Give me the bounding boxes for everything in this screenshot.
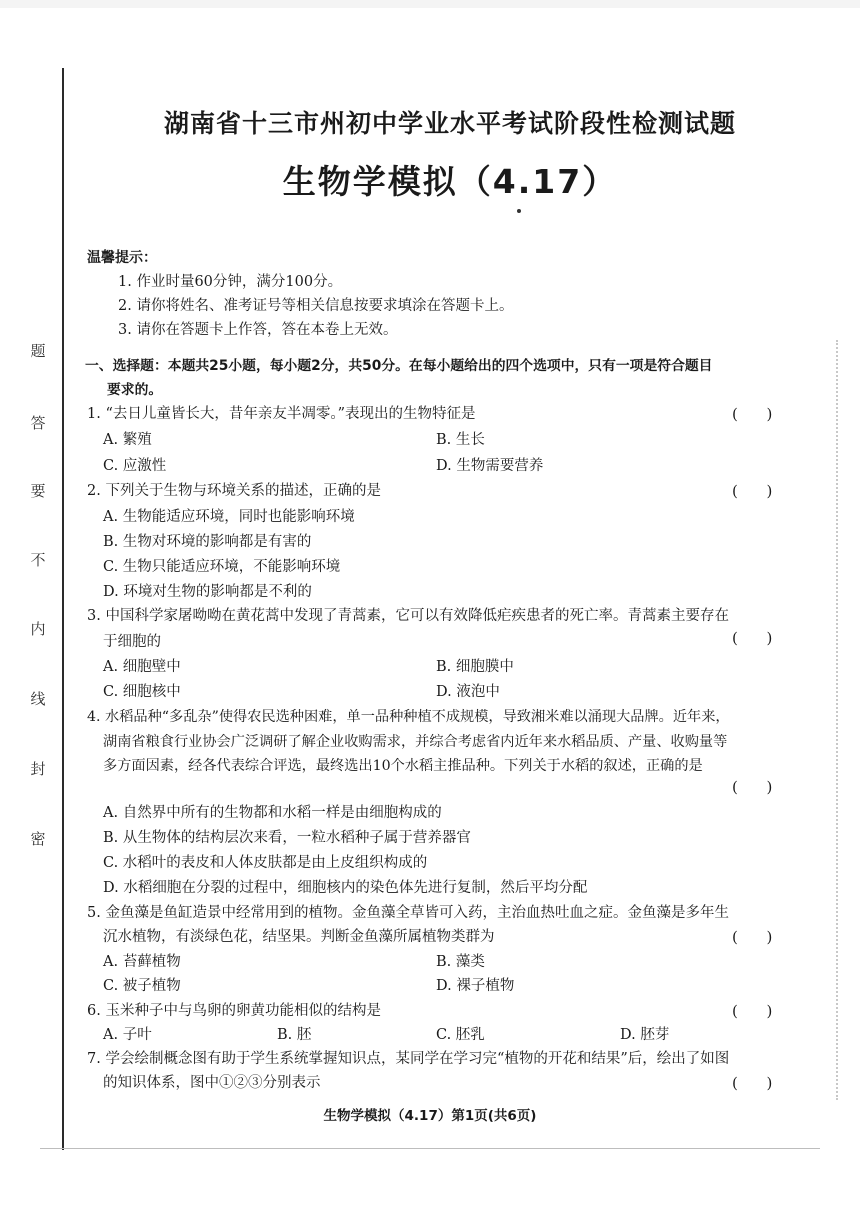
answer-paren-5: ( ) [732,928,773,946]
q5-option-c: C. 被子植物 [103,978,181,994]
right-edge-dots [836,340,838,1100]
exam-subtitle: 生物学模拟（4.17） [282,162,618,201]
q3-option-a: A. 细胞壁中 [103,659,181,675]
question-2-stem: 2. 下列关于生物与环境关系的描述，正确的是 [87,483,381,499]
seal-line-char: 密 [30,830,46,848]
tip-item: 2. 请你将姓名、准考证号等相关信息按要求填涂在答题卡上。 [118,298,514,314]
seal-line-char: 不 [30,551,46,569]
answer-paren-2: ( ) [732,482,773,500]
q3-option-b: B. 细胞膜中 [436,659,514,675]
q2-option-d: D. 环境对生物的影响都是不利的 [103,584,312,600]
scan-speck [517,209,521,213]
page-bottom-rule [40,1148,820,1149]
seal-line-char: 要 [30,482,46,500]
q5-option-d: D. 裸子植物 [436,978,515,994]
q3-option-d: D. 液泡中 [436,684,500,700]
q3-option-c: C. 细胞核中 [103,684,181,700]
exam-title: 湖南省十三市州初中学业水平考试阶段性检测试题 [163,109,736,138]
seal-line-char: 内 [30,620,46,638]
answer-paren-4: ( ) [732,778,773,796]
q1-option-c: C. 应激性 [103,458,167,474]
question-1-stem: 1. “去日儿童皆长大，昔年亲友半凋零。”表现出的生物特征是 [87,406,476,422]
question-6-stem: 6. 玉米种子中与鸟卵的卵黄功能相似的结构是 [87,1003,381,1019]
question-4-stem-line3: 多方面因素，经各代表综合评选，最终选出10个水稻主推品种。下列关于水稻的叙述，正确的是 [103,758,703,774]
q6-option-b: B. 胚 [277,1027,312,1043]
seal-line-char: 答 [30,414,46,432]
section-heading-line2: 要求的。 [107,382,163,398]
q1-option-b: B. 生长 [436,432,485,448]
question-3-stem-line2: 于细胞的 [103,634,161,650]
q5-option-b: B. 藻类 [436,954,485,970]
seal-line-char: 题 [30,342,46,360]
question-5-stem-line1: 5. 金鱼藻是鱼缸造景中经常用到的植物。金鱼藻全草皆可入药，主治血热吐血之症。金鱼藻是多年生 [87,905,729,921]
question-7-stem-line1: 7. 学会绘制概念图有助于学生系统掌握知识点，某同学在学习完“植物的开花和结果”后，绘出了如图 [87,1051,730,1067]
q2-option-a: A. 生物能适应环境，同时也能影响环境 [103,509,355,525]
answer-paren-3: ( ) [732,629,773,647]
binding-margin-rule [62,68,64,1150]
q1-option-d: D. 生物需要营养 [436,458,544,474]
seal-line-char: 封 [30,760,46,778]
tip-item: 1. 作业时量60分钟，满分100分。 [118,274,343,290]
answer-paren-7: ( ) [732,1074,773,1092]
question-4-stem-line2: 湖南省粮食行业协会广泛调研了解企业收购需求，并综合考虑省内近年来水稻品质、产量、收购量等 [103,734,728,750]
question-4-stem-line1: 4. 水稻品种“多乱杂”使得农民选种困难，单一品种种植不成规模，导致湘米难以涌现大品牌。近年来， [87,709,730,725]
q4-option-c: C. 水稻叶的表皮和人体皮肤都是由上皮组织构成的 [103,855,428,871]
seal-line-char: 线 [30,690,46,708]
q2-option-b: B. 生物对环境的影响都是有害的 [103,534,312,550]
question-7-stem-line2: 的知识体系，图中①②③分别表示 [103,1075,321,1091]
tips-heading: 温馨提示： [87,250,157,266]
page-footer: 生物学模拟（4.17）第1页(共6页) [323,1108,537,1124]
q2-option-c: C. 生物只能适应环境，不能影响环境 [103,559,341,575]
q6-option-c: C. 胚乳 [436,1027,485,1043]
page-top-edge [0,0,860,8]
q4-option-d: D. 水稻细胞在分裂的过程中，细胞核内的染色体先进行复制，然后平均分配 [103,880,588,896]
q6-option-a: A. 子叶 [103,1027,152,1043]
question-5-stem-line2: 沉水植物，有淡绿色花，结坚果。判断金鱼藻所属植物类群为 [103,929,495,945]
tip-item: 3. 请你在答题卡上作答，答在本卷上无效。 [118,322,398,338]
section-heading-line1: 一、选择题：本题共25小题，每小题2分，共50分。在每小题给出的四个选项中，只有一项是符合题目 [85,358,713,374]
q1-option-a: A. 繁殖 [103,432,152,448]
q6-option-d: D. 胚芽 [620,1027,670,1043]
answer-paren-1: ( ) [732,405,773,423]
question-3-stem-line1: 3. 中国科学家屠呦呦在黄花蒿中发现了青蒿素，它可以有效降低疟疾患者的死亡率。青蒿素主要存在 [87,608,729,624]
answer-paren-6: ( ) [732,1002,773,1020]
q5-option-a: A. 苔藓植物 [103,954,181,970]
q4-option-b: B. 从生物体的结构层次来看，一粒水稻种子属于营养器官 [103,830,471,846]
q4-option-a: A. 自然界中所有的生物都和水稻一样是由细胞构成的 [103,805,442,821]
